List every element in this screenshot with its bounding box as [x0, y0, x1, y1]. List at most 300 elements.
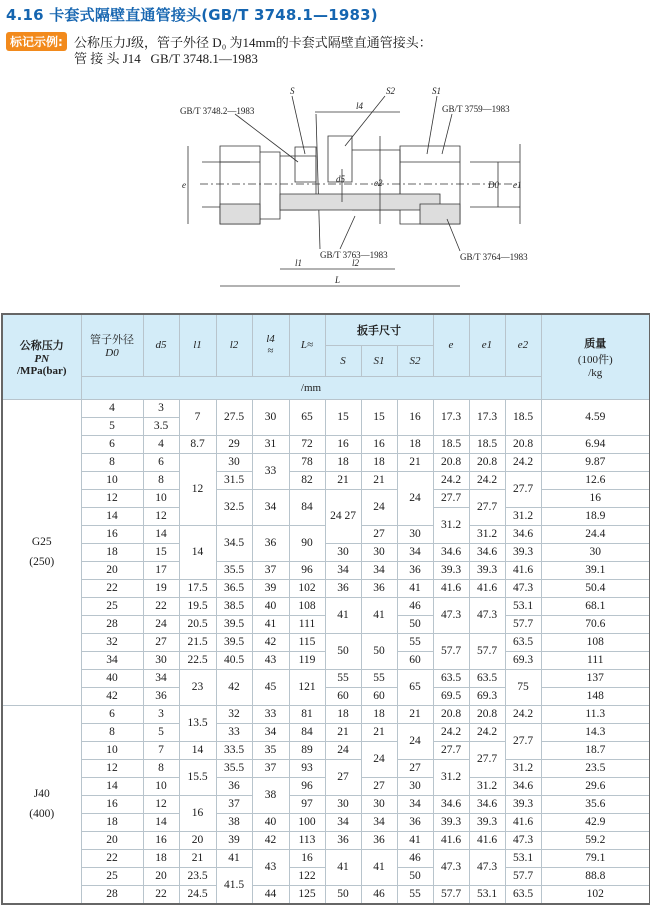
table-cell: 22.5 [179, 651, 216, 669]
table-cell: 18 [325, 453, 361, 471]
table-cell: 40 [252, 597, 289, 615]
header-mass-qty: (100件) [577, 353, 613, 366]
table-cell: 37 [252, 561, 289, 579]
table-cell: 39.5 [216, 633, 252, 651]
table-cell: 93 [289, 759, 325, 777]
table-cell: 12 [143, 795, 179, 813]
table-cell: 30 [216, 453, 252, 471]
header-l4-symbol: l4 [266, 333, 275, 346]
table-cell: 9.87 [541, 453, 650, 471]
table-cell: 60 [325, 687, 361, 705]
header-e1: e1 [469, 314, 505, 376]
table-cell: 4 [81, 399, 143, 417]
table-cell: 21 [325, 471, 361, 489]
table-cell: 24 [397, 471, 433, 525]
table-cell: 53.1 [469, 885, 505, 904]
table-cell: 27 [325, 759, 361, 795]
table-cell: 47.3 [505, 579, 541, 597]
table-cell: 28 [81, 615, 143, 633]
table-cell: 18.5 [433, 435, 469, 453]
table-cell: 96 [289, 777, 325, 795]
table-cell: 24 27 [325, 489, 361, 543]
table-cell: 41 [397, 831, 433, 849]
table-cell: 41 [252, 615, 289, 633]
table-cell: 41.6 [505, 813, 541, 831]
table-cell: 21 [397, 705, 433, 723]
header-mass-unit: /kg [588, 366, 603, 379]
label-std-3764: GB/T 3764—1983 [460, 252, 528, 262]
table-cell: 96 [289, 561, 325, 579]
table-cell: 31.2 [505, 507, 541, 525]
table-cell: 41 [325, 849, 361, 885]
table-cell: 22 [143, 885, 179, 904]
label-s1: S1 [432, 86, 441, 96]
table-cell: 15 [325, 399, 361, 435]
table-cell: 22 [81, 849, 143, 867]
table-cell: 57.7 [505, 867, 541, 885]
table-cell: 57.7 [469, 633, 505, 669]
table-cell: 45 [252, 669, 289, 705]
table-cell: 57.7 [505, 615, 541, 633]
table-cell: 34.6 [469, 795, 505, 813]
label-std-3748-2: GB/T 3748.2—1983 [180, 106, 255, 116]
table-cell: 20 [81, 561, 143, 579]
spec-table [1, 313, 650, 905]
table-cell: 13.5 [179, 705, 216, 741]
table-cell: 27.7 [469, 489, 505, 525]
table-cell: 16 [81, 795, 143, 813]
table-cell: 113 [289, 831, 325, 849]
table-cell: 35.6 [541, 795, 650, 813]
table-cell: 47.3 [433, 597, 469, 633]
table-cell: 24.2 [505, 705, 541, 723]
table-cell: 16 [325, 435, 361, 453]
table-cell: 16 [397, 399, 433, 435]
table-cell: 14.3 [541, 723, 650, 741]
table-cell: 36 [143, 687, 179, 705]
table-cell: 36 [361, 579, 397, 597]
table-cell: 5 [81, 417, 143, 435]
table-cell: 63.5 [469, 669, 505, 687]
table-cell: 59.2 [541, 831, 650, 849]
table-cell: 72 [289, 435, 325, 453]
table-cell: 55 [397, 885, 433, 904]
table-cell: 16 [541, 489, 650, 507]
table-cell: 18 [143, 849, 179, 867]
header-pn-symbol: PN [34, 352, 50, 365]
table-cell: 42 [252, 633, 289, 651]
table-cell: 102 [541, 885, 650, 904]
table-cell: 47.3 [469, 597, 505, 633]
table-cell: 24 [361, 489, 397, 525]
table-cell: 47.3 [469, 849, 505, 885]
table-cell: 27.7 [505, 723, 541, 759]
table-cell: 42.9 [541, 813, 650, 831]
table-cell: 46 [361, 885, 397, 904]
table-cell: 10 [81, 741, 143, 759]
table-cell: 78 [289, 453, 325, 471]
table-cell: 24 [325, 741, 361, 759]
table-cell: 21 [325, 723, 361, 741]
table-cell: 53.1 [505, 849, 541, 867]
table-cell: 31.2 [433, 507, 469, 543]
table-row [2, 687, 650, 705]
table-cell: 30 [252, 399, 289, 435]
table-cell: 70.6 [541, 615, 650, 633]
table-cell: 18 [81, 543, 143, 561]
table-row [2, 633, 650, 651]
table-cell: 30 [397, 525, 433, 543]
table-row [2, 543, 650, 561]
table-cell: 22 [81, 579, 143, 597]
table-cell: 63.5 [505, 633, 541, 651]
table-cell: 111 [289, 615, 325, 633]
table-cell: 10 [81, 471, 143, 489]
table-row [2, 795, 650, 813]
table-cell: 57.7 [433, 885, 469, 904]
table-cell: 14 [81, 507, 143, 525]
table-cell: 24 [361, 741, 397, 777]
header-pn-cn: 公称压力 [19, 339, 64, 352]
table-cell: 42 [252, 831, 289, 849]
table-cell: 7 [179, 399, 216, 435]
table-cell: 41 [216, 849, 252, 867]
table-cell: 17.5 [179, 579, 216, 597]
table-cell: 14 [179, 525, 216, 579]
table-cell: 40.5 [216, 651, 252, 669]
table-cell: 119 [289, 651, 325, 669]
table-cell: 38.5 [216, 597, 252, 615]
table-cell: 31.2 [469, 525, 505, 543]
table-cell: 8 [81, 723, 143, 741]
table-cell: 18.7 [541, 741, 650, 759]
table-cell: 43 [252, 849, 289, 885]
table-row [2, 471, 650, 489]
example-text: 公称压力J级，管子外径 D₀ 为14mm的卡套式隔壁直通管接头： [74, 35, 432, 50]
table-cell: 30 [361, 795, 397, 813]
table-cell: 25 [81, 867, 143, 885]
table-cell: 7 [143, 741, 179, 759]
table-row [2, 489, 650, 507]
table-cell: 39.3 [469, 561, 505, 579]
table-cell: 39.3 [433, 561, 469, 579]
header-l1: l1 [179, 314, 216, 376]
table-cell: 27 [143, 633, 179, 651]
group-label-line: (400) [29, 808, 55, 820]
table-cell: 84 [289, 489, 325, 525]
table-cell: 37 [216, 795, 252, 813]
table-cell: 18 [397, 435, 433, 453]
header-l4 [252, 314, 289, 376]
table-cell: 68.1 [541, 597, 650, 615]
table-cell: 20.8 [469, 705, 505, 723]
table-cell: 12 [81, 759, 143, 777]
table-cell: 60 [361, 687, 397, 705]
table-cell: 15 [361, 399, 397, 435]
label-l1: l1 [295, 258, 303, 268]
table-cell: 32.5 [216, 489, 252, 525]
table-cell: 69.3 [505, 651, 541, 669]
table-cell: 34.6 [505, 777, 541, 795]
table-cell: 35 [252, 741, 289, 759]
table-cell: 34 [143, 669, 179, 687]
table-cell: 35.5 [216, 759, 252, 777]
table-cell: 84 [289, 723, 325, 741]
table-cell: 16 [81, 525, 143, 543]
table-cell: 46 [397, 597, 433, 615]
fitting-drawing [180, 74, 540, 300]
label-d0: D0 [488, 180, 499, 190]
table-cell: 20 [143, 867, 179, 885]
table-cell: 108 [289, 597, 325, 615]
table-cell: 36 [397, 561, 433, 579]
table-cell: 30 [541, 543, 650, 561]
table-cell: 42 [216, 669, 252, 705]
table-cell: 33 [252, 453, 289, 489]
table-row [2, 435, 650, 453]
table-cell: 53.1 [505, 597, 541, 615]
table-cell: 47.3 [505, 831, 541, 849]
table-cell: 24 [397, 723, 433, 759]
table-cell: 24.2 [469, 723, 505, 741]
table-cell: 36 [252, 525, 289, 561]
table-cell: 6.94 [541, 435, 650, 453]
table-cell: 18 [81, 813, 143, 831]
table-cell: 10 [143, 777, 179, 795]
table-cell: 34 [397, 795, 433, 813]
table-cell: 121 [289, 669, 325, 705]
table-cell: 39 [216, 831, 252, 849]
table-cell: 6 [143, 453, 179, 471]
table-cell: 21 [361, 723, 397, 741]
table-cell: 16 [361, 435, 397, 453]
table-cell: 39.3 [433, 813, 469, 831]
table-cell: 30 [143, 651, 179, 669]
table-cell: 30 [325, 543, 361, 561]
table-cell: 17.3 [433, 399, 469, 435]
table-cell: 31.2 [505, 759, 541, 777]
table-cell: 24.5 [179, 885, 216, 904]
table-cell: 31.5 [216, 471, 252, 489]
table-cell: 24 [143, 615, 179, 633]
table-cell: 11.3 [541, 705, 650, 723]
table-cell: 108 [541, 633, 650, 651]
table-cell: 39.3 [469, 813, 505, 831]
example-designation: 管 接 头 J14 GB/T 3748.1—1983 [74, 51, 258, 66]
table-cell: 69.3 [469, 687, 505, 705]
label-l2: l2 [352, 258, 360, 268]
table-cell: 15 [143, 543, 179, 561]
table-cell: 8 [81, 453, 143, 471]
table-cell: 41 [325, 597, 361, 633]
table-cell: 39.5 [216, 615, 252, 633]
table-cell: 32 [216, 705, 252, 723]
table-cell: 122 [289, 867, 325, 885]
table-cell: 34 [361, 561, 397, 579]
table-cell: 125 [289, 885, 325, 904]
table-cell: 31 [252, 435, 289, 453]
table-cell: 82 [289, 471, 325, 489]
page-title: 4.16 卡套式隔壁直通管接头(GB/T 3748.1—1983) [6, 6, 378, 24]
table-cell: 63.5 [505, 885, 541, 904]
table-cell: 36 [361, 831, 397, 849]
table-cell: 75 [505, 669, 541, 705]
table-cell: 97 [289, 795, 325, 813]
table-cell: 8.7 [179, 435, 216, 453]
table-cell: 137 [541, 669, 650, 687]
header-s1: S1 [361, 345, 397, 376]
table-row [2, 831, 650, 849]
table-cell: 39.3 [505, 795, 541, 813]
header-pn-unit: /MPa(bar) [17, 364, 67, 377]
table-cell: 21 [361, 471, 397, 489]
table-cell: 34.6 [433, 795, 469, 813]
table-cell: 4 [143, 435, 179, 453]
table-row [2, 885, 650, 904]
header-d0-cn: 管子外径 [90, 334, 134, 347]
table-cell: 27 [361, 525, 397, 543]
header-L: L≈ [289, 314, 325, 376]
table-cell: 27.7 [469, 741, 505, 777]
example-badge: 标记示例: [6, 32, 67, 51]
header-unit-mm: /mm [81, 376, 541, 399]
table-cell: 3 [143, 705, 179, 723]
table-cell: 16 [143, 831, 179, 849]
table-cell: 18.5 [505, 399, 541, 435]
table-cell: 21.5 [179, 633, 216, 651]
table-cell: 20.5 [179, 615, 216, 633]
table-cell: 115 [289, 633, 325, 651]
table-cell: 34 [397, 543, 433, 561]
table-cell: 16 [179, 795, 216, 831]
table-cell: 41 [397, 579, 433, 597]
table-cell: 24.2 [433, 471, 469, 489]
label-e2: e2 [374, 178, 383, 188]
table-cell: 18.5 [469, 435, 505, 453]
label-std-3759: GB/T 3759—1983 [442, 104, 510, 114]
table-cell: 88.8 [541, 867, 650, 885]
table-cell: 40 [252, 813, 289, 831]
header-wrench: 扳手尺寸 [325, 314, 433, 345]
table-cell: 41.6 [469, 831, 505, 849]
table-cell: 35.5 [216, 561, 252, 579]
table-cell: 24.4 [541, 525, 650, 543]
table-cell: 55 [361, 669, 397, 687]
table-cell: 27 [397, 759, 433, 777]
table-cell: 8 [143, 759, 179, 777]
table-cell: 34 [81, 651, 143, 669]
table-cell: 20.8 [433, 705, 469, 723]
table-cell: 19.5 [179, 597, 216, 615]
table-cell: 3 [143, 399, 179, 417]
table-cell: 21 [179, 849, 216, 867]
table-cell: 50 [397, 615, 433, 633]
label-e: e [182, 180, 186, 190]
group-label-line: (250) [29, 556, 55, 568]
table-cell: 46 [397, 849, 433, 867]
table-cell: 30 [361, 543, 397, 561]
table-cell: 28 [81, 885, 143, 904]
header-mass [541, 314, 650, 399]
header-s: S [325, 345, 361, 376]
table-cell: 41.6 [433, 831, 469, 849]
table-cell: 38 [216, 813, 252, 831]
table-cell: 41.6 [505, 561, 541, 579]
header-d0-symbol: D0 [105, 347, 119, 360]
table-cell: 14 [179, 741, 216, 759]
table-cell: 3.5 [143, 417, 179, 435]
table-cell: 24.2 [433, 723, 469, 741]
table-cell: 36 [397, 813, 433, 831]
table-cell: 32 [81, 633, 143, 651]
table-cell: 38 [252, 777, 289, 813]
table-cell: 29.6 [541, 777, 650, 795]
table-row [2, 669, 650, 687]
table-cell: 39.1 [541, 561, 650, 579]
header-mass-cn: 质量 [584, 337, 607, 350]
table-cell: 20.8 [505, 435, 541, 453]
table-cell: 37 [252, 759, 289, 777]
table-cell: 20 [179, 831, 216, 849]
table-cell: 34 [252, 723, 289, 741]
table-cell: 102 [289, 579, 325, 597]
table-cell: 4.59 [541, 399, 650, 435]
table-row [2, 579, 650, 597]
table-cell: 6 [81, 705, 143, 723]
table-cell: 148 [541, 687, 650, 705]
table-cell: 34.6 [433, 543, 469, 561]
label-s2: S2 [386, 86, 395, 96]
table-cell: 41.5 [216, 867, 252, 904]
table-cell: 111 [541, 651, 650, 669]
table-cell: 20 [81, 831, 143, 849]
label-d5: d5 [336, 174, 345, 184]
table-row [2, 705, 650, 723]
table-row [2, 597, 650, 615]
table-cell: 5 [143, 723, 179, 741]
table-cell: 30 [397, 777, 433, 795]
table-row [2, 813, 650, 831]
table-cell: 39.3 [505, 543, 541, 561]
table-cell: 44 [252, 885, 289, 904]
table-cell: 27.7 [433, 489, 469, 507]
table-cell: 27.7 [433, 741, 469, 759]
table-cell: 57.7 [433, 633, 469, 669]
group-pn-g25 [2, 399, 81, 705]
label-std-3763: GB/T 3763—1983 [320, 250, 388, 260]
label-e1: e1 [513, 180, 522, 190]
table-cell: 10 [143, 489, 179, 507]
table-row [2, 453, 650, 471]
table-cell: 20.8 [469, 453, 505, 471]
table-cell: 34.6 [469, 543, 505, 561]
header-l4-approx: ≈ [267, 345, 274, 358]
table-cell: 34 [361, 813, 397, 831]
table-cell: 20.8 [433, 453, 469, 471]
table-cell: 55 [325, 669, 361, 687]
label-L: L [335, 275, 341, 285]
table-cell: 17 [143, 561, 179, 579]
table-cell: 6 [81, 435, 143, 453]
header-d5: d5 [143, 314, 179, 376]
table-row [2, 399, 650, 417]
table-cell: 41 [361, 597, 397, 633]
table-cell: 90 [289, 525, 325, 561]
table-cell: 33 [252, 705, 289, 723]
table-cell: 34.6 [505, 525, 541, 543]
table-cell: 31.2 [433, 759, 469, 795]
table-cell: 69.5 [433, 687, 469, 705]
